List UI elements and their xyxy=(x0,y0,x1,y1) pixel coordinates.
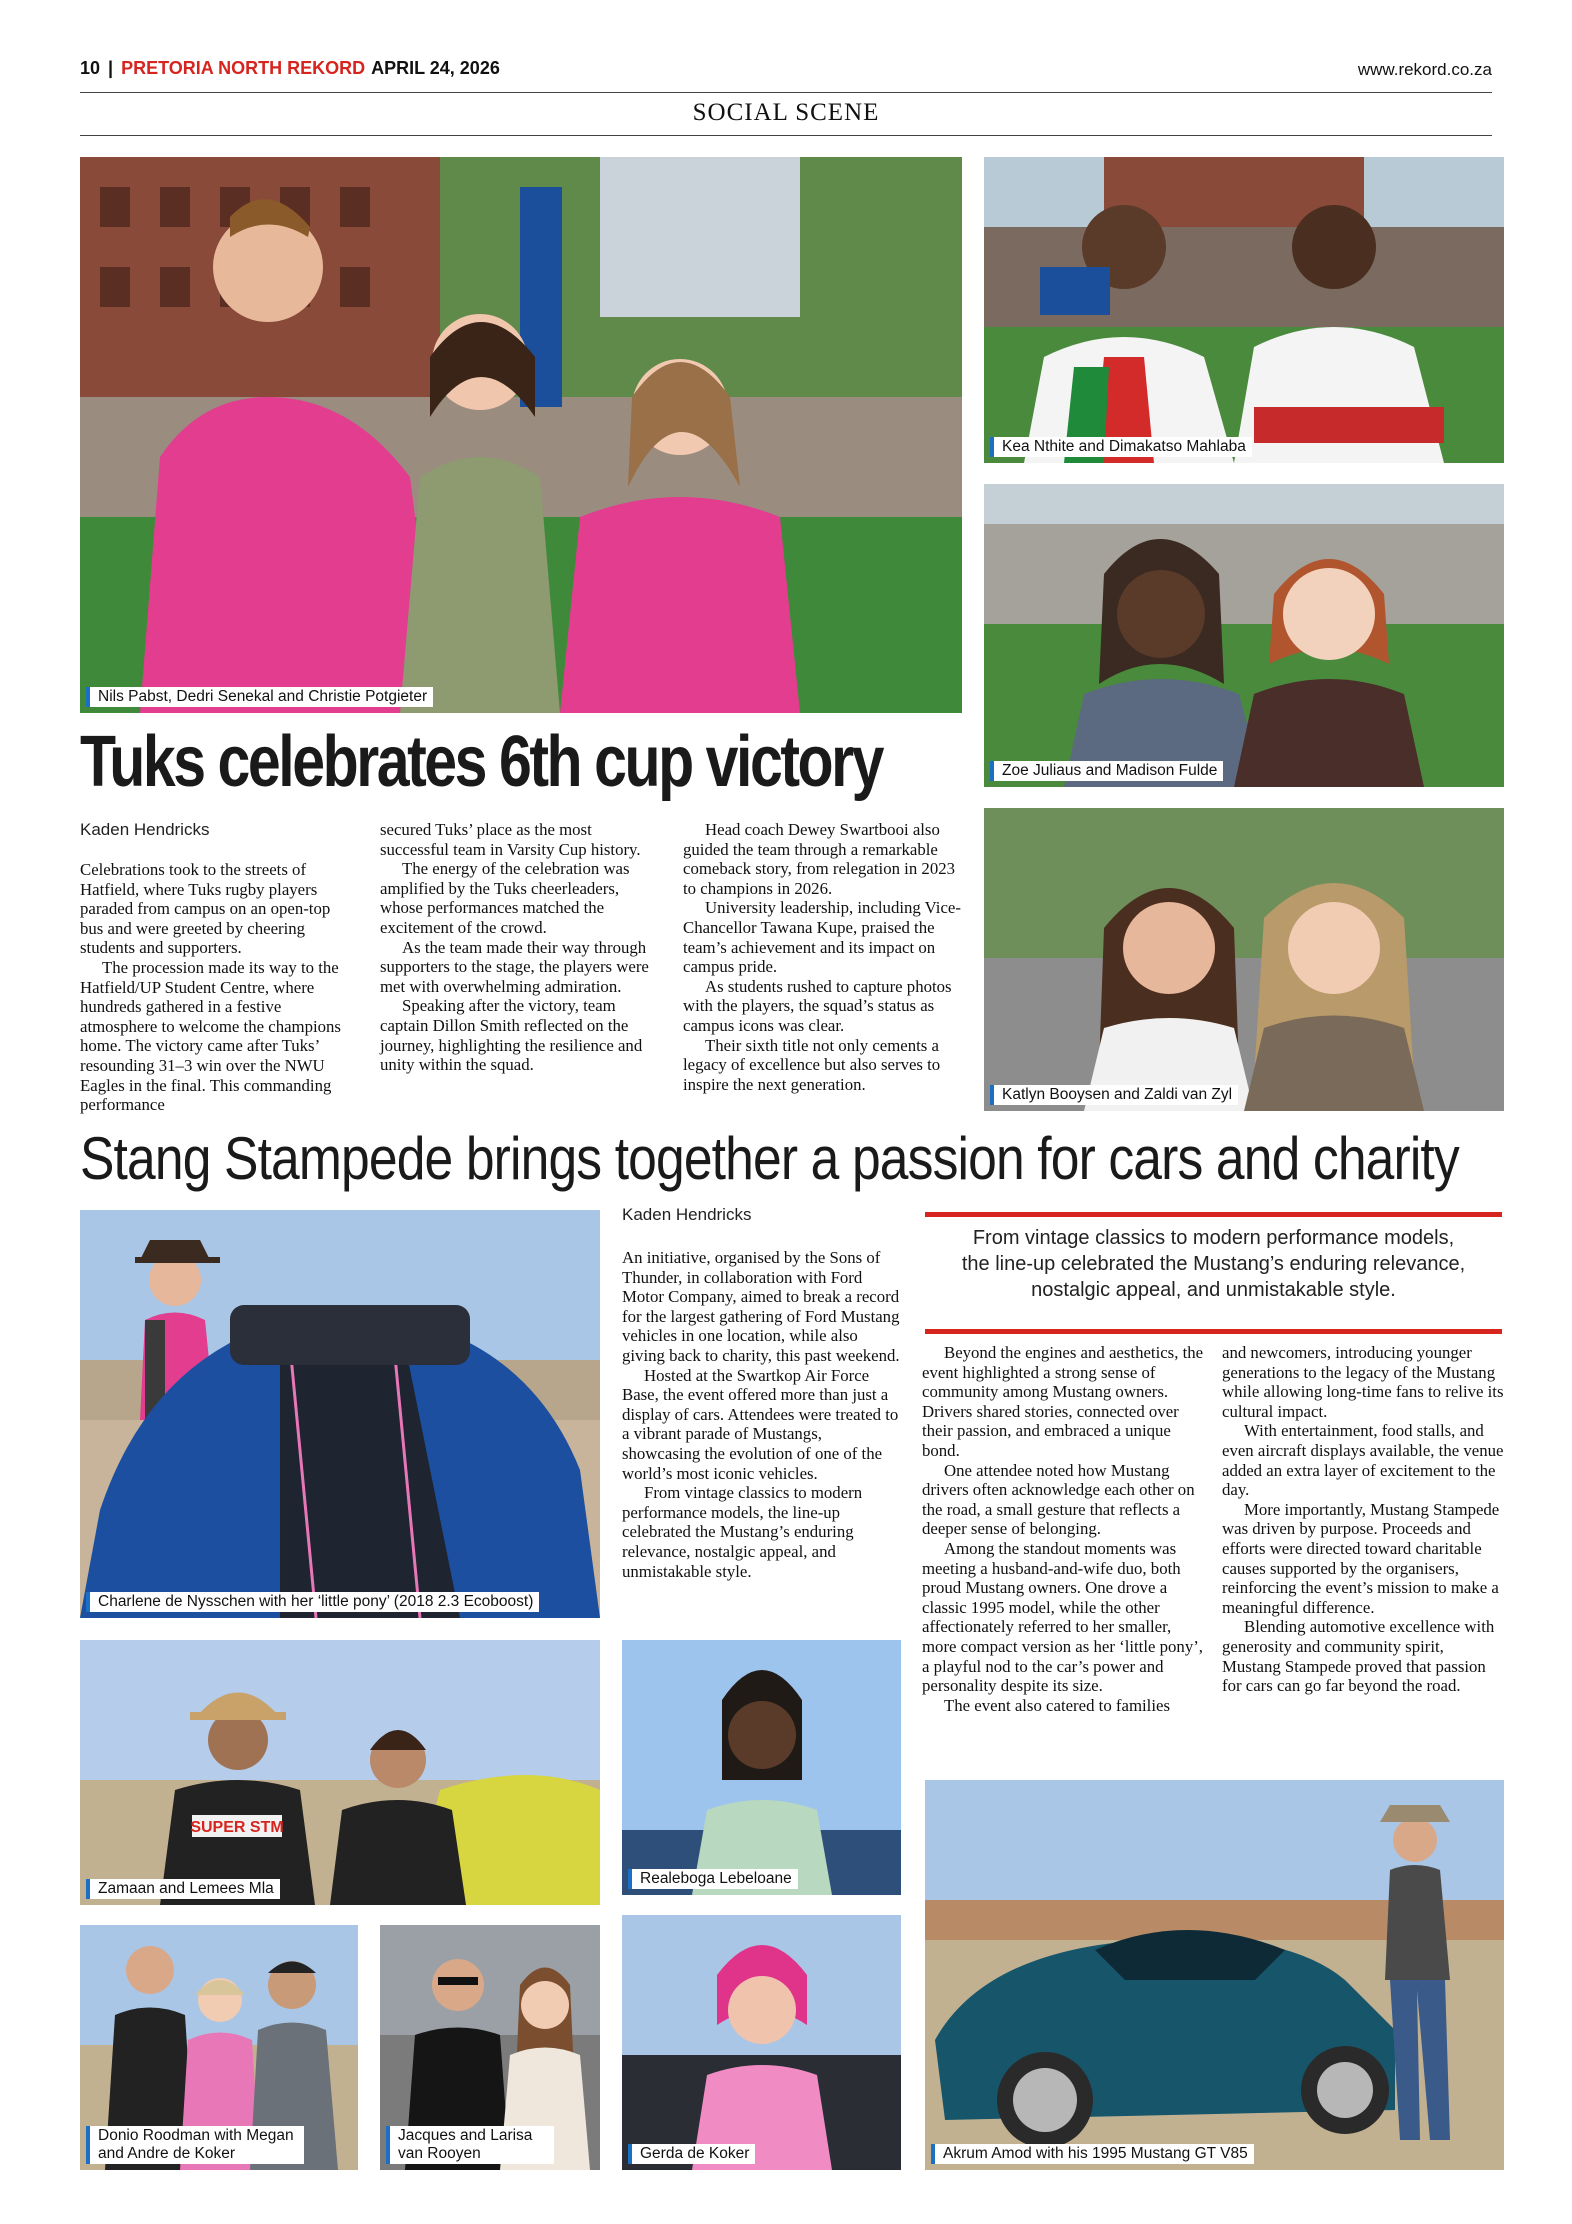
story2-column-2 xyxy=(922,1343,1204,1715)
story2-col3-para: With entertainment, food stalls, and even aircraft displays available, the venue added an extra layer of excitement to the day. xyxy=(1222,1421,1504,1500)
caption-realeboga: Realeboga Lebeloane xyxy=(628,1869,798,1889)
website-link[interactable]: www.rekord.co.za xyxy=(1357,60,1492,79)
story1-col1-para: Celebrations took to the streets of Hatfield, where Tuks rugby players paraded from campus on an open-top bus and were greeted by cheering students and supporters. xyxy=(80,860,331,958)
photo-katlyn-zaldi xyxy=(984,808,1504,1111)
story1-col2-para: As the team made their way through supporters to the stage, the players were met with overwhelming admiration. xyxy=(380,937,649,996)
photo-akrum-mustang-art xyxy=(925,1780,1504,2170)
story2-column-1 xyxy=(622,1248,900,1581)
photo-donio-megan-andre xyxy=(80,1925,358,2170)
caption-rugby-trio: Nils Pabst, Dedri Senekal and Christie Potgieter xyxy=(86,687,433,707)
photo-gerda-art xyxy=(622,1915,901,2170)
photo-zamaan-lemees xyxy=(80,1640,600,1905)
caption-charlene-mustang: Charlene de Nysschen with her ‘little pony’ (2018 2.3 Ecoboost) xyxy=(86,1592,539,1612)
story1-col3-para: Their sixth title not only cements a legacy of excellence but also serves to inspire the next generation. xyxy=(683,1035,941,1094)
story1-col2-para: The energy of the celebration was amplified by the Tuks cheerleaders, whose performances matched the excitement of the crowd. xyxy=(380,859,630,937)
page-number: 10 xyxy=(80,58,101,78)
pull-quote xyxy=(925,1212,1502,1334)
caption-zamaan-lemees: Zamaan and Lemees Mla xyxy=(86,1879,280,1899)
story2-col2-para: Beyond the engines and aesthetics, the event highlighted a strong sense of community among Mustang owners. Drivers shared stories, connected over their passion, and embraced a unique bond. xyxy=(922,1343,1204,1460)
story1-byline: Kaden Hendricks xyxy=(80,820,210,839)
photo-rugby-trio xyxy=(80,157,962,713)
story2-column-3 xyxy=(1222,1343,1504,1696)
story1-column-3 xyxy=(683,820,965,1094)
photo-realeboga-art xyxy=(622,1640,901,1895)
photo-rugby-trio-art xyxy=(80,157,962,713)
story2-headline: Stang Stampede brings together a passion for cars and charity xyxy=(80,1125,1459,1192)
issue-date: APRIL 24, 2026 xyxy=(371,58,500,78)
photo-realeboga xyxy=(622,1640,901,1895)
story2-col3-para: and newcomers, introducing younger generations to the legacy of the Mustang while allowing long-time fans to relive its cultural impact. xyxy=(1222,1343,1504,1421)
story1-headline: Tuks celebrates 6th cup victory xyxy=(80,722,883,802)
photo-jacques-larisa xyxy=(380,1925,600,2170)
story1-col3-para: As students rushed to capture photos with the players, the squad’s status as campus icons was clear. xyxy=(683,976,952,1035)
story1-col2-para: Speaking after the victory, team captain Dillon Smith reflected on the journey, highlighting the resilience and unity within the squad. xyxy=(380,996,643,1075)
publication-name: PRETORIA NORTH REKORD xyxy=(121,58,366,78)
header-rule xyxy=(80,92,1492,93)
caption-jacques-larisa: Jacques and Larisa van Rooyen xyxy=(386,2126,554,2164)
story1-col2-para: secured Tuks’ place as the most successful team in Varsity Cup history. xyxy=(380,820,641,859)
caption-kea-dimakatso: Kea Nthite and Dimakatso Mahlaba xyxy=(990,437,1252,457)
photo-gerda xyxy=(622,1915,901,2170)
story2-col2-para: One attendee noted how Mustang drivers often acknowledge each other on the road, a small gesture that reflects a deeper sense of belonging. xyxy=(922,1460,1195,1539)
caption-katlyn-zaldi: Katlyn Booysen and Zaldi van Zyl xyxy=(990,1085,1238,1105)
story1-column-2 xyxy=(380,820,662,1075)
section-rule xyxy=(80,135,1492,136)
story2-col2-para: Among the standout moments was meeting a husband-and-wife duo, both proud Mustang owners. One drove a classic 1995 model, while the other affectionately referred to her smaller, more compact version as her ‘little pony’, a playful nod to the car’s power and personality despite its size. xyxy=(922,1538,1203,1696)
photo-charlene-mustang xyxy=(80,1210,600,1618)
caption-gerda: Gerda de Koker xyxy=(628,2144,755,2164)
photo-charlene-mustang-art xyxy=(80,1210,600,1618)
photo-akrum-mustang xyxy=(925,1780,1504,2170)
story2-col2-para: The event also catered to families xyxy=(944,1695,1170,1715)
story1-col3-para: Head coach Dewey Swartbooi also guided the team through a remarkable comeback story, from relegation in 2023 to champions in 2026. xyxy=(683,820,955,898)
story2-byline: Kaden Hendricks xyxy=(622,1205,752,1224)
photo-zamaan-lemees-art xyxy=(80,1640,600,1905)
story2-col3-para: Blending automotive excellence with generosity and community spirit, Mustang Stampede proved that passion for cars can go far beyond the road. xyxy=(1222,1617,1495,1696)
photo-zoe-madison xyxy=(984,484,1504,787)
page-header xyxy=(80,58,500,79)
story2-col1-para: Hosted at the Swartkop Air Force Base, the event offered more than just a display of cars. Attendees were treated to a vibrant parade of Mustangs, showcasing the evolution of one of the world’s most iconic vehicles. xyxy=(622,1365,899,1483)
story2-col3-para: More importantly, Mustang Stampede was driven by purpose. Proceeds and efforts were directed toward charitable causes supported by the organisers, reinforcing the event’s mission to make a meaningful difference. xyxy=(1222,1499,1500,1617)
caption-donio-megan-andre: Donio Roodman with Megan and Andre de Koker xyxy=(86,2126,304,2164)
photo-katlyn-zaldi-art xyxy=(984,808,1504,1111)
photo-kea-dimakatso xyxy=(984,157,1504,463)
pull-quote-text: From vintage classics to modern performance models, the line-up celebrated the Mustang’s enduring relevance, nostalgic appeal, and unmistakable style. xyxy=(961,1227,1466,1301)
photo-kea-dimakatso-art xyxy=(984,157,1504,463)
header-separator: | xyxy=(108,58,114,78)
caption-zoe-madison: Zoe Juliaus and Madison Fulde xyxy=(990,761,1223,781)
story2-col1-para: From vintage classics to modern performance models, the line-up celebrated the Mustang’s enduring relevance, nostalgic appeal, and unmistakable style. xyxy=(622,1483,863,1581)
story1-col3-para: University leadership, including Vice-Chancellor Tawana Kupe, praised the team’s achievement and its impact on campus pride. xyxy=(683,898,961,977)
story2-col1-para: An initiative, organised by the Sons of Thunder, in collaboration with Ford Motor Company, aimed to break a record for the largest gathering of Ford Mustang vehicles in one location, while also giving back to charity, this past weekend. xyxy=(622,1248,900,1365)
section-title: SOCIAL SCENE xyxy=(692,99,880,126)
photo-zoe-madison-art xyxy=(984,484,1504,787)
story1-column-1 xyxy=(80,860,352,1115)
story1-col1-para: The procession made its way to the Hatfield/UP Student Centre, where hundreds gathered in a festive atmosphere to welcome the champions home. The victory came after Tuks’ resounding 31–3 win over the NWU Eagles in the final. This commanding performance xyxy=(80,957,341,1115)
shirt-print: SUPER STM xyxy=(190,1819,284,1836)
caption-akrum-mustang: Akrum Amod with his 1995 Mustang GT V85 xyxy=(931,2144,1254,2164)
